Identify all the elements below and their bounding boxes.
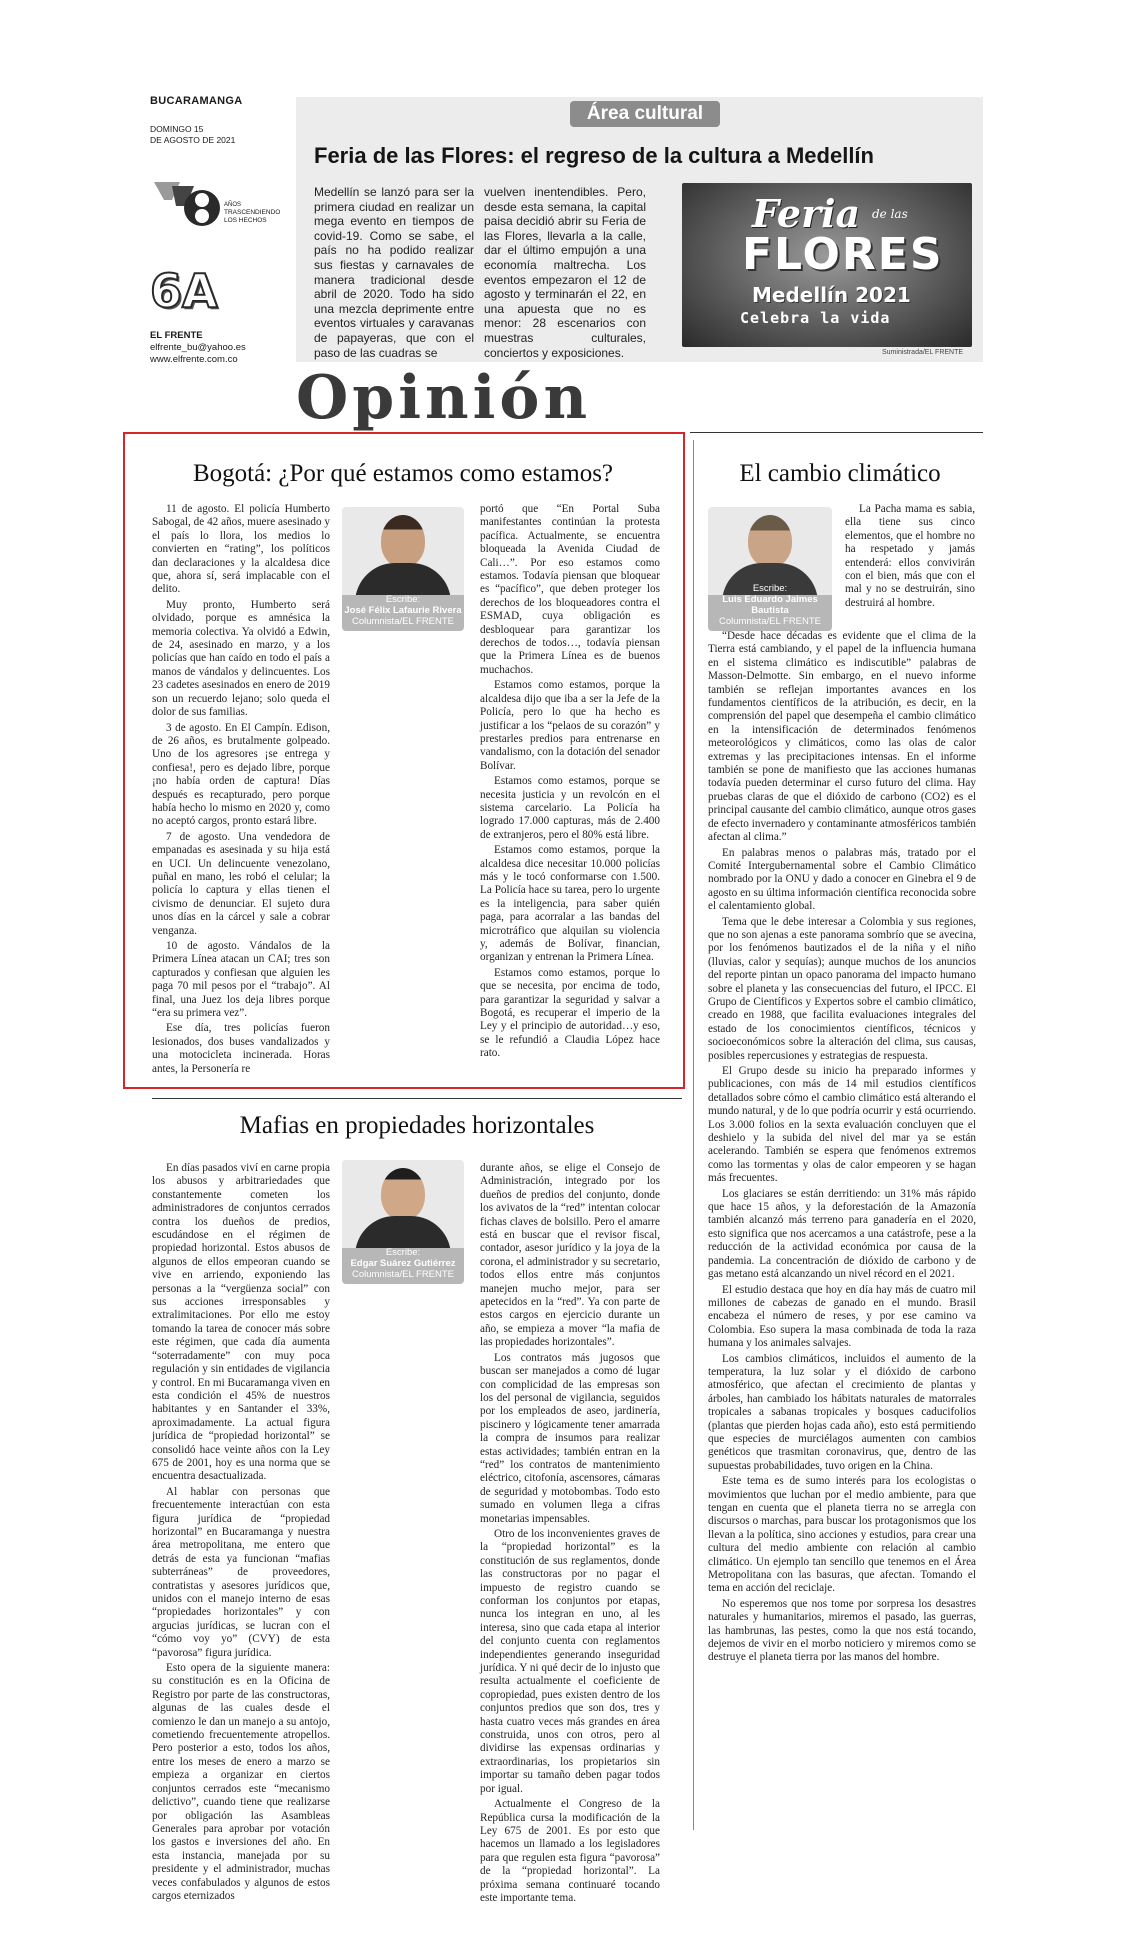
section-title: Opinión bbox=[296, 363, 592, 433]
bogota-p4: 7 de agosto. Una vendedora de empanadas es asesinada y su hija está en UCI. Un delincuente venezolano, puñal en mano, les robó el celular; la policía lo captura y ellas tienen el civismo de denunciar. El sujeto dura unos días en la cárcel y sale a cobrar venganza. bbox=[152, 830, 330, 937]
logo-caption-1: AÑOS bbox=[224, 202, 242, 208]
bogota-title: Bogotá: ¿Por qué estamos como estamos? bbox=[192, 460, 614, 487]
mafias-col-right bbox=[480, 1162, 660, 1904]
bogota-p9: Estamos como estamos, porque se necesita justicia y un revolcón en el sistema carcelario. La Policía ha logrado 17.000 capturas, más de 2.400 de extranjeros, pero el 80% está libre. bbox=[480, 775, 660, 841]
bogota-p7: portó que “En Portal Suba manifestantes continúan la protesta pacífica. Actualmente, se encuentra bloqueada la Avenida Ciudad de Cali…”. Por eso estamos como estamos. Todavía piensan que bloquear es “pacífico”, que deben proteger los derechos de los bloqueadores contra el ESMAD, cuya obligación es desbloquear para garantizar los derechos de todos…, todavía piensan que la Primera Línea es de buenos muchachos. bbox=[480, 503, 660, 676]
clima-p7: Los cambios climáticos, incluidos el aumento de la temperatura, la luz solar y el dióxido de carbono atmosférico, que afectan el crecimiento de plantas y árboles, han cambiado los hábitats naturales de matorrales tropicales a sabanas tropicales y bosques caducifolios (plantas que pierden hojas cada año), esto está permitiendo que especies de murciélagos aumenten con cambios genéticos que trasmitan coronavirus, que, dentro de las supuestas probabilidades, tuvo origen en la China. bbox=[708, 1352, 976, 1472]
clima-byline-label: Escribe: bbox=[752, 583, 788, 594]
logo-caption-3: LOS HECHOS bbox=[224, 217, 267, 224]
poster-line-1: Feria bbox=[752, 191, 861, 236]
bogota-p2: Muy pronto, Humberto será olvidado, porque es amnésica la memoria colectiva. Ya olvidó a Edwin, de 24, asesinado en marzo, y a los policías que han caído en todo el país a manos de vándalos y delincuentes. Los 23 cadetes asesinados en enero de 2019 son un recuerdo lejano; solo queda el dolor de sus familias. bbox=[152, 598, 330, 719]
bogota-p6: Ese día, tres policías fueron lesionados, dos buses vandalizados y una motocicleta incinerada. Horas antes, la Personería re bbox=[152, 1022, 330, 1075]
mafias-p2: Al hablar con personas que frecuentemente interactúan con esta figura jurídica de “propiedad horizontal” en Bucaramanga y nuestra área metropolitana, me entero que detrás de esta ya funcionan “mafias subterráneas” de proveedores, contratistas y asesores jurídicos que, unidos con el manejo interno de esas “propiedades horizontales” y con argucias jurídicas, se lucran con el “cómo voy yo” (CVY) de esta “pavorosa” figura jurídica. bbox=[152, 1485, 330, 1659]
logo-caption-2: TRASCENDIENDO bbox=[224, 209, 281, 216]
bogota-p3: 3 de agosto. En El Campín. Edison, de 26 años, es brutalmente golpeado. Uno de los agresores ¡se entrega y confiesa!, pero es dejado libre, porque ¡no había orden de captura! Días después es recapturado, pero porque había hecho lo mismo en 2020 y, como no aceptó cargos, pronto estará libre. bbox=[152, 721, 330, 828]
clima-title: El cambio climático bbox=[739, 460, 941, 487]
mafias-p3: Esto opera de la siguiente manera: su constitución es en la Oficina de Registro por parte de las constructoras, algunas de las cuales desde el comienzo le dan un manejo a su antojo, cometiendo frecuentemente atropellos. Pero posterior a esto, todos los años, entre los meses de enero a marzo se empieza a organizar en ciertos conjuntos cerrados este “mecanismo delictivo”, cuando tiene que realizarse por obligación las Asambleas Generales para aprobar por votación los gastos e inversiones del año. En esta instancia, manejada por su presidente y el administrador, muchas veces confabulados y algunos de estos cargos eternizados bbox=[152, 1662, 330, 1902]
cultural-box bbox=[296, 97, 983, 362]
mafias-p6: Otro de los inconvenientes graves de la “propiedad horizontal” es la constitución de sus reglamentos, donde las constructoras por no pagar el impuesto de registro cuando se conforman los conjuntos por etapas, nunca los integran en uno, al les interesa, sino que cada etapa al interior del conjunto cuenta con reglamentos independientes generando inseguridad jurídica. Y ni qué decir de lo injusto que resulta actualmente el coeficiente de copropiedad, pues existen dentro de los conjuntos predios que son dos, tres y hasta cuatro veces más grandes en área construida, unos con otros, pero al dividirse las expensas ordinarias y extraordinarias, los propietarios sin importar su tamaño deben pagar todos por igual. bbox=[480, 1527, 660, 1795]
bogota-author-face bbox=[381, 515, 425, 567]
mafias-p1: En días pasados viví en carne propia los abusos y arbitrariedades que constantemente cometen los administradores de conjuntos cerrados contra los dueños de predios, escudándose en el régimen de propiedad horizontal. Estos abusos de algunos de ellos empeoran cuando se vive en arriendo, exponiendo las personas a la “vergüenza social” con sus acciones irresponsables y extralimitaciones. Por ello me estoy tomando la tarea de conocer más sobre este régimen, que cada día aumenta “soterradamente” con muy poca regulación y sin entidades de vigilancia y control. En mi Bucaramanga viven en esta condición el 45% de nuestros habitantes y en Santander el 33%, aproximadamente. La actual figura jurídica de “propiedad horizontal” se consolidó hace veinte años con la Ley 675 de 2001, hoy es una norma que se encuentra desactualizada. bbox=[152, 1162, 331, 1483]
clima-p6: El estudio destaca que hoy en día hay más de cuatro mil millones de cabezas de ganado en el mundo. Brasil encabeza el número de reses, y por ese camino va Colombia. Eso supera la masa combinada de toda la raza humana y los animales salvajes. bbox=[708, 1283, 976, 1350]
photo-credit: Suministrada/EL FRENTE bbox=[882, 349, 964, 356]
festival-poster bbox=[682, 183, 972, 347]
bogota-author-name: José Félix Lafaurie Rivera bbox=[344, 605, 462, 616]
section-rule bbox=[152, 1098, 682, 1099]
clima-author-photo bbox=[708, 507, 832, 631]
email: elfrente_bu@yahoo.es bbox=[150, 342, 246, 353]
clima-p3: Tema que le debe interesar a Colombia y sus regiones, que no son ajenas a este panorama sombrío que se avecina, por los fenómenos bautizados el de la niña y el niño (lluvias, calor y sequías); aunque muchos de los anuncios del reporte pintan un opaco panorama del impacto humano sobre el planeta y las consecuencias del futuro, el IPCC. El Grupo de Científicos y Expertos sobre el cambio climático, creado en 1988, que facilita evaluaciones integrales del estado de los conocimientos científicos, técnicos y socioeconómicos sobre la alteración del clima, sus causas, posibles repercusiones y estrategias de respuesta. bbox=[708, 915, 976, 1062]
mafias-byline bbox=[342, 1247, 464, 1280]
cultural-col-1 bbox=[314, 185, 474, 360]
bogota-byline-label: Escribe: bbox=[385, 594, 421, 605]
bogota-p5: 10 de agosto. Vándalos de la Primera Línea atacan un CAI; tres son capturados y confiesan que alguien les paga 70 mil pesos por el “trabajo”. Al final, una Juez los deja libres porque “era su primera vez”. bbox=[152, 940, 330, 1020]
clima-intro bbox=[845, 503, 975, 629]
mafias-author-role: Columnista/EL FRENTE bbox=[351, 1269, 455, 1280]
date-line-1: DOMINGO 15 bbox=[150, 124, 204, 134]
clima-body bbox=[708, 630, 976, 1822]
clima-p1: “Desde hace décadas es evidente que el clima de la Tierra está cambiando, y el papel de la influencia humana en el sistema climático es indiscutible” palabras de Masson-Delmotte. Sin embargo, en el nuevo informe también se reflejan importantes avances en los fundamentos científicos de la atribución, es decir, en la comprensión del papel que desempeña el cambio climático en la intensificación de determinados fenómenos meteorológicos y climáticos, como las olas de calor extremas y las precipitaciones intensas. En el informe también se pone de manifiesto que las acciones humanas todavía pueden determinar el curso futuro del clima. Hay pruebas claras de que el dióxido de carbono (CO2) es el principal causante del cambio climático, aunque otros gases de efecto invernadero y contaminante atmosféricos también afectan al clima.” bbox=[708, 630, 976, 844]
clima-author-name: Luis Eduardo Jaimes Bautista bbox=[722, 594, 818, 616]
mafias-author-photo bbox=[342, 1160, 464, 1284]
cultural-text-1: Medellín se lanzó para ser la primera ciudad en realizar un mega evento en tiempos de covid-19. Como se sabe, el país no ha podido realizar sus fiestas y carnavales de manera tradicional desde abril de 2020. Todo ha sido una mezcla deprimente entre eventos virtuales y caravanas de papayeras, que con el paso de las cuadras se bbox=[314, 185, 474, 360]
city-label: BUCARAMANGA bbox=[150, 95, 243, 107]
clima-p9: No esperemos que nos tome por sorpresa los desastres naturales y humanitarios, miremos el pasado, las guerras, las hambrunas, las pestes, como la que nos está tocando, dejemos de vivir en el morbo noticiero y miremos como se destruye el planeta tierra por las manos del hombre. bbox=[708, 1597, 976, 1664]
poster-line-2: de las bbox=[872, 207, 908, 221]
bogota-author-role: Columnista/EL FRENTE bbox=[351, 616, 455, 627]
title-rule bbox=[690, 432, 983, 433]
bogota-byline bbox=[342, 594, 464, 627]
bogota-p1: 11 de agosto. El policía Humberto Sabogal, de 42 años, muere asesinado y el país lo llora, los medios lo convierten en “rating”, los políticos dan declaraciones y la alcaldesa dice que, ahora sí, será implacable con el delito. bbox=[152, 503, 330, 596]
column-divider bbox=[693, 440, 694, 1830]
bogota-col-left bbox=[152, 503, 330, 1081]
clima-byline bbox=[708, 583, 832, 627]
paper-name: EL FRENTE bbox=[150, 330, 203, 341]
cultural-col-2 bbox=[484, 185, 646, 360]
clima-p5: Los glaciares se están derritiendo: un 31% más rápido que hace 15 años, y la deforestación de la Amazonía también alcanzó más terreno para ganadería en el 2020, esto significa que nos acercamos a una catástrofe, pese a la reducción de la actividad económica por causa de la pandemia. La concentración de dióxido de carbono y de gas metano está alcanzando un nivel récord en el 2021. bbox=[708, 1187, 976, 1281]
clima-author-role: Columnista/EL FRENTE bbox=[718, 616, 822, 627]
bogota-p10: Estamos como estamos, porque la alcaldesa dice necesitar 10.000 policías más y le tocó conformarse con 1.500. La Policía hace su tarea, pero lo urgente es la inteligencia, para saber quién paga, para acorralar a las bandas del microtráfico que alquilan su violencia y, además de Bolívar, financian, organizan y entrenan la Primera Línea. bbox=[480, 844, 660, 964]
mafias-p7: Actualmente el Congreso de la República cursa la modificación de la Ley 675 de 2001. Es por esto que hacemos un llamado a los legisladores para que regulen esta figura “pavorosa” de la “propiedad horizontal”. La próxima semana continuaré tocando este importante tema. bbox=[480, 1798, 660, 1904]
page-number: 6A bbox=[150, 264, 218, 318]
mafias-p5: Los contratos más jugosos que buscan ser manejados a como dé lugar con complicidad de las empresas son los del personal de vigilancia, seguidos por los empleados de aseo, jardinería, piscinero y lógicamente tener amarrada la compra de insumos para realizar estas actividades; también entran en la “red” los contratos de mantenimiento eléctrico, citofonía, ascensores, cámaras de seguridad y motobombas. Todo esto sumado en volumen llega a cifras monetarias impensables. bbox=[480, 1351, 660, 1525]
clima-p4: El Grupo desde su inicio ha preparado informes y publicaciones, con más de 14 mil estudios científicos detallados sobre cómo el cambio climático está alterando el mundo natural, y de lo que podría ocurrir y está ocurriendo. Los 3.000 folios en la sexta evaluación concluyen que el deshielo y la subida del nivel del mar ya se están acelerando. También se espera que fenómenos extremos como las tormentas y olas de calor empeoren y se hagan más frecuentes. bbox=[708, 1065, 976, 1185]
anniversary-logo bbox=[150, 178, 280, 240]
poster-line-4: Medellín 2021 bbox=[752, 283, 911, 307]
clima-author-face bbox=[748, 515, 792, 567]
cultural-text-2: vuelven inentendibles. Pero, desde esta semana, la capital paisa decidió abrir su Feria de las Flores, llevarla a la calle, dar el último empujón a una economía maltrecha. Los eventos empezaron el 12 de agosto y terminarán el 22, en una apuesta que no es menor: 28 escenarios con muestras culturales, conciertos y exposiciones. bbox=[484, 185, 646, 360]
mafias-p4: durante años, se elige el Consejo de Administración, integrado por los dueños de predios del conjunto, donde los avivatos de la “red” intentan colocar fichas claves de bolsillo. Pero el amarre está en buscar que el revisor fiscal, contador, asesor jurídico y la joya de la corona, el administrador y su secretario, todos ellos entre más conjuntos manejen mucho mejor, para ser apetecidos en la “red”. Ya con parte de estos cargos en ejercicio durante un año, se empieza a mover “la mafia de las propiedades horizontales”. bbox=[480, 1162, 660, 1349]
bogota-author-photo bbox=[342, 507, 464, 631]
clima-p8: Este tema es de sumo interés para los ecologistas o movimientos que luchan por el medio ambiente, para que tengan en cuenta que el planeta tierra no se arregla con discursos o marchas, para buscar los protagonismos que los llevan a la política, sino acciones y estudios, para crear una cultura del medio ambiente con relación al cambio climático. Un ejemplo tan sencillo que tenemos en el Área Metropolitana con las basuras, que afectan. Tomando el tema en acción del reciclaje. bbox=[708, 1475, 976, 1595]
poster-line-5: Celebra la vida bbox=[740, 309, 891, 327]
mafias-col-left bbox=[152, 1162, 331, 1902]
clima-p2: En palabras menos o palabras más, tratado por el Comité Intergubernamental sobre el Cambio Climático nombrado por la ONU y dado a conocer en Ginebra el 9 de agosto en su última información científica reconocida sobre el calentamiento global. bbox=[708, 846, 976, 913]
mafias-title: Mafias en propiedades horizontales bbox=[239, 1112, 595, 1139]
bogota-p8: Estamos como estamos, porque la alcaldesa dijo que iba a ser la Jefe de la Policía, pero lo que ha hecho es justificar a los “pelaos de su corazón” y prestarles predios para entrenarse en vandalismo, con la dotación del senador Bolívar. bbox=[480, 679, 660, 772]
mafias-author-face bbox=[381, 1168, 425, 1220]
mafias-author-name: Edgar Suárez Gutiérrez bbox=[350, 1258, 456, 1269]
poster-line-3: FLORES bbox=[742, 229, 944, 280]
section-tag: Área cultural bbox=[570, 101, 720, 127]
website: www.elfrente.com.co bbox=[150, 354, 238, 365]
clima-intro-text: La Pacha mama es sabia, ella tiene sus cinco elementos, que el hombre no ha respetado y jamás entenderá: ellos convivirán con el bien, más que con el mal y no se destruirán, sino destruirá al hombre. bbox=[845, 503, 975, 609]
bogota-col-right bbox=[480, 503, 660, 1081]
cultural-headline: Feria de las Flores: el regreso de la cultura a Medellín bbox=[314, 143, 874, 168]
bogota-p11: Estamos como estamos, porque lo que se necesita, por encima de todo, para garantizar la seguridad y salvar a Bogotá, es recuperar el imperio de la Ley y el principio de autoridad…y eso, se le refundió a Claudia López hace rato. bbox=[480, 966, 660, 1060]
date-line-2: DE AGOSTO DE 2021 bbox=[150, 135, 236, 145]
mafias-byline-label: Escribe: bbox=[385, 1247, 421, 1258]
